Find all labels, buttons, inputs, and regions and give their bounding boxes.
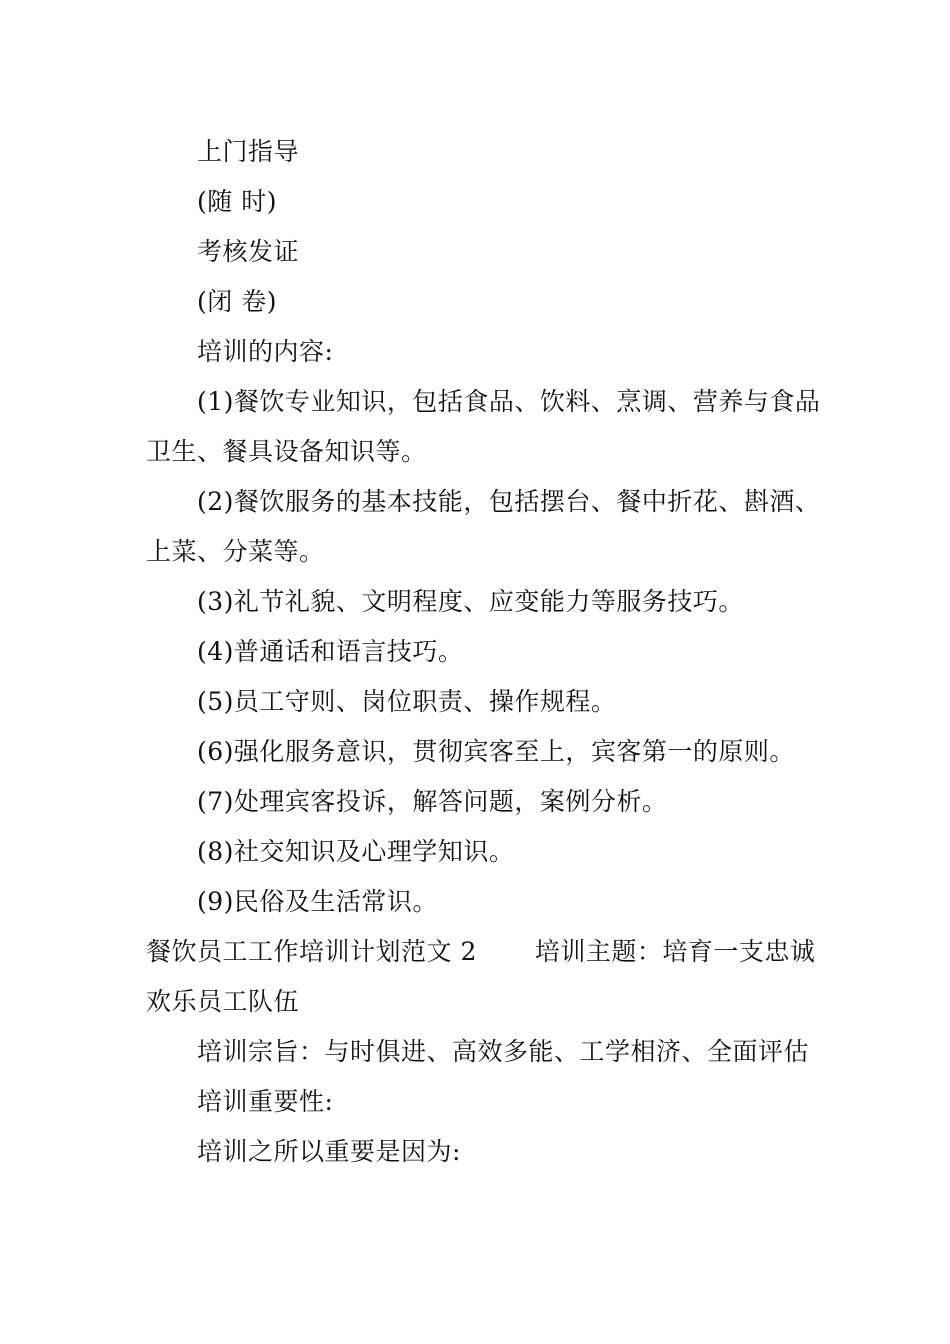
list-item-6: (6)强化服务意识，贯彻宾客至上，宾客第一的原则。 [197, 737, 795, 766]
section-heading [146, 927, 821, 1027]
section-theme: 培训主题：培育一支忠诚欢乐员工队伍 [146, 937, 816, 1016]
paragraph-onsite-guidance: 上门指导 [197, 137, 300, 166]
list-item-7: (7)处理宾客投诉，解答问题，案例分析。 [197, 787, 668, 816]
list-item-4: (4)普通话和语言技巧。 [197, 637, 464, 666]
paragraph-training-importance: 培训重要性: [197, 1087, 334, 1116]
paragraph-closed-book: (闭 卷) [197, 287, 277, 316]
list-item-2: (2)餐饮服务的基本技能，包括摆台、餐中折花、斟酒、上菜、分菜等。 [146, 487, 821, 566]
paragraph-why-important: 培训之所以重要是因为: [197, 1137, 461, 1166]
document-body [146, 127, 821, 1177]
paragraph-anytime: (随 时) [197, 187, 277, 216]
list-item-1: (1)餐饮专业知识，包括食品、饮料、烹调、营养与食品卫生、餐具设备知识等。 [146, 387, 821, 466]
list-item-3: (3)礼节礼貌、文明程度、应变能力等服务技巧。 [197, 587, 744, 616]
paragraph-training-content: 培训的内容: [197, 337, 334, 366]
list-item-8: (8)社交知识及心理学知识。 [197, 837, 515, 866]
list-item-5: (5)员工守则、岗位职责、操作规程。 [197, 687, 617, 716]
list-item-9: (9)民俗及生活常识。 [197, 887, 438, 916]
section-title: 餐饮员工工作培训计划范文 2 [146, 937, 477, 966]
paragraph-certification: 考核发证 [197, 237, 300, 266]
paragraph-training-purpose: 培训宗旨：与时俱进、高效多能、工学相济、全面评估 [197, 1037, 810, 1066]
